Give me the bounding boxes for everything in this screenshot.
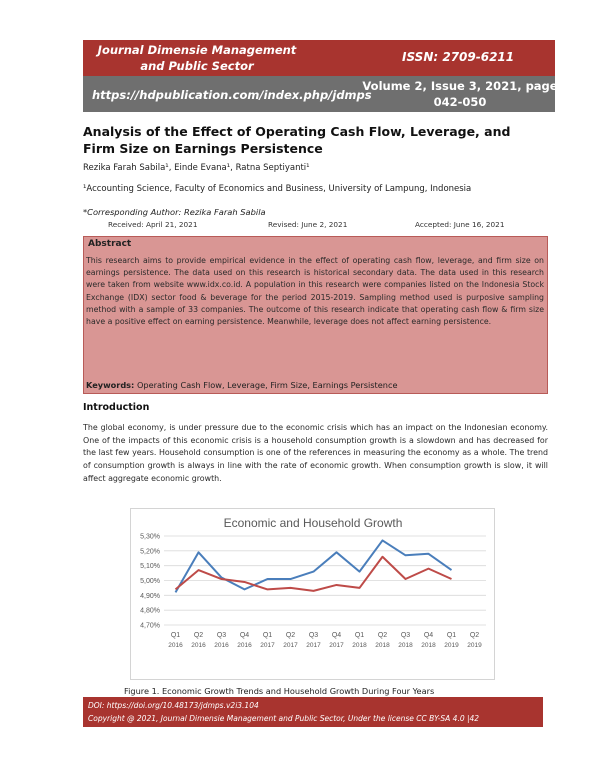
journal-name: Journal Dimensie Management and Public Sector [97,43,297,73]
accepted-date: Accepted: June 16, 2021 [415,220,505,229]
x-tick-quarter: Q3 [308,632,319,639]
x-tick-year: 2018 [398,642,413,649]
keywords-label: Keywords: [86,380,135,390]
x-tick-year: 2018 [375,642,390,649]
y-tick-label: 5,30% [140,533,160,541]
revised-date: Revised: June 2, 2021 [268,220,348,229]
x-tick-year: 2016 [168,642,183,649]
y-tick-label: 5,20% [140,548,160,556]
chart-title: Economic and Household Growth [223,516,403,530]
figure-caption: Figure 1. Economic Growth Trends and Household Growth During Four Years [124,686,435,696]
introduction-text: The global economy, is under pressure due to the economic crisis which has an impact on the Indonesian economy. One of the impacts of this economic crisis is a household consumption growth is a slowdown and has decreased for the last few years. Household consumption is one of the references in measuring the economy as a whole. The trend of consumption growth is always in line with the rate of economic growth. When consumption growth is slow, it will affect aggregate economic growth. [83,423,548,483]
series-line-economic-growth [176,540,452,592]
x-tick-quarter: Q2 [285,632,296,639]
y-tick-label: 4,70% [140,622,160,630]
authors: Rezika Farah Sabila¹, Einde Evana¹, Ratna Septiyanti¹ [83,163,310,173]
abstract-heading: Abstract [88,239,132,249]
x-tick-quarter: Q4 [423,632,434,639]
volume-info: Volume 2, Issue 3, 2021, page 042-050 [362,79,558,109]
x-tick-year: 2018 [352,642,367,649]
y-tick-label: 5,00% [140,578,160,585]
x-tick-quarter: Q2 [377,632,388,639]
x-tick-quarter: Q2 [193,632,204,639]
footer-copyright: Copyright @ 2021, Journal Dimensie Management and Public Sector, Under the license CC BY-SA 4.0 |42 [88,714,480,723]
x-tick-quarter: Q1 [354,632,365,639]
y-tick-label: 4,90% [140,592,160,600]
x-tick-quarter: Q2 [469,632,480,639]
received-date: Received: April 21, 2021 [108,220,198,229]
x-tick-year: 2018 [421,642,436,649]
x-tick-quarter: Q3 [400,632,411,639]
journal-url[interactable]: https://hdpublication.com/index.php/jdmps [92,88,372,102]
affiliation: ¹Accounting Science, Faculty of Economics and Business, University of Lampung, Indonesia [83,184,472,194]
growth-chart [130,508,495,680]
corresponding-author: *Corresponding Author: Rezika Farah Sabila [83,207,266,217]
issn: ISSN: 2709-6211 [402,50,515,64]
x-tick-year: 2017 [306,642,321,649]
abstract-text: This research aims to provide empirical evidence in the effect of operating cash flow, leverage, and firm size on earnings persistence. The data used on this research is historical secondary data. The data used in this research were taken from website www.idx.co.id. A population in this research were companies listed on the Indonesia Stock Exchange (IDX) sector food & beverage for the period 2015-2019. Sampling method used is purposive sampling method with a sample of 33 companies. The outcome of this research indicate that operating cash flow & firm size have a positive effect on earning persistence. Meanwhile, leverage does not affect earning persistence. [86,256,544,327]
x-tick-year: 2017 [329,642,344,649]
introduction-heading: Introduction [83,402,150,413]
x-tick-quarter: Q1 [170,632,181,639]
x-tick-year: 2019 [467,642,482,649]
x-tick-year: 2016 [237,642,252,649]
x-tick-year: 2016 [191,642,206,649]
keywords-list: Operating Cash Flow, Leverage, Firm Size, Earnings Persistence [136,380,398,390]
x-tick-year: 2019 [444,642,459,649]
x-tick-quarter: Q1 [262,632,273,639]
x-tick-year: 2017 [260,642,275,649]
x-tick-quarter: Q1 [446,632,457,639]
article-title: Analysis of the Effect of Operating Cash Flow, Leverage, and Firm Size on Earnings Persistence [83,124,511,156]
keywords [86,380,397,390]
x-tick-quarter: Q3 [216,632,227,639]
y-tick-label: 5,10% [140,563,160,571]
x-tick-quarter: Q4 [331,632,342,639]
footer-doi[interactable]: DOI: https://doi.org/10.48173/jdmps.v2i3.104 [88,701,259,710]
y-tick-label: 4,80% [140,607,160,615]
chart-svg [131,509,496,681]
x-tick-year: 2017 [283,642,298,649]
x-tick-quarter: Q4 [239,632,250,639]
x-tick-year: 2016 [214,642,229,649]
